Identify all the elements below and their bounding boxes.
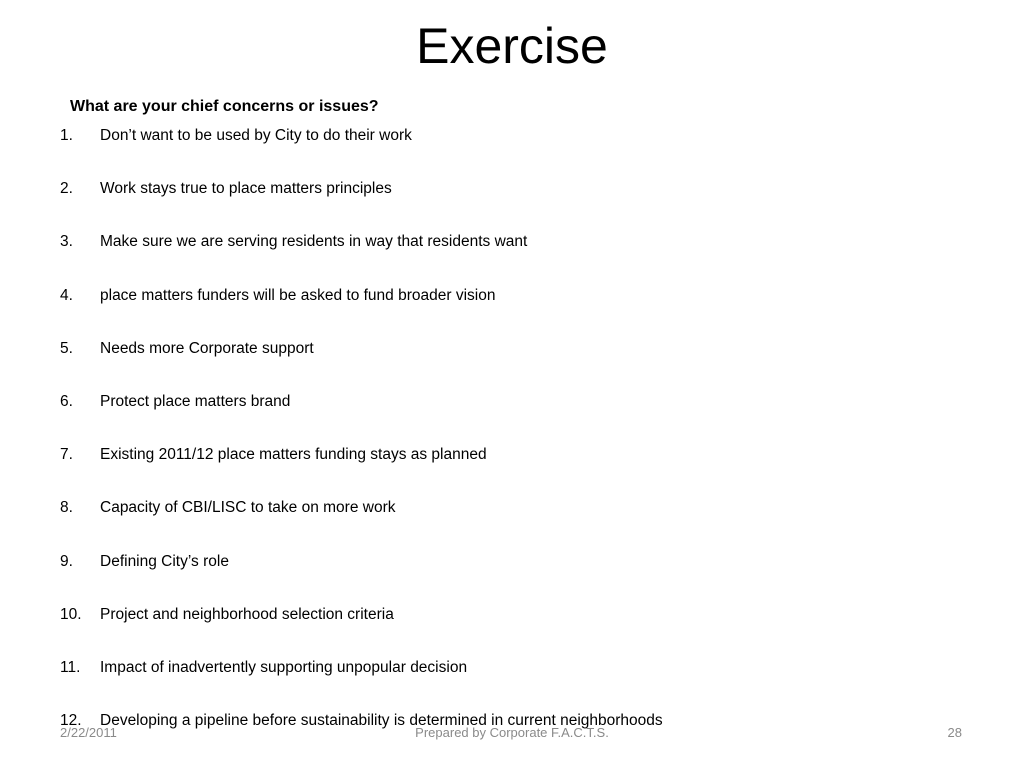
- list-item-number: 1.: [60, 127, 73, 144]
- list-item-text: Project and neighborhood selection criteria: [100, 605, 394, 623]
- list-item-number: 11.: [60, 658, 81, 676]
- list-item-text: Capacity of CBI/LISC to take on more work: [100, 499, 396, 517]
- list-item-text: Existing 2011/12 place matters funding stays as planned: [100, 446, 487, 464]
- footer-center-text: Prepared by Corporate F.A.C.T.S.: [415, 725, 609, 740]
- list-item-text: Defining City’s role: [100, 552, 229, 570]
- list-item: [60, 390, 980, 443]
- list-item: [60, 177, 980, 230]
- list-item: [60, 284, 980, 337]
- list-item-number: 12.: [60, 712, 82, 730]
- footer-page-number: 28: [947, 725, 962, 740]
- list-item-text: Make sure we are serving residents in way that residents want: [100, 233, 528, 251]
- list-item-number: 5.: [60, 339, 73, 357]
- concerns-list: [60, 124, 980, 762]
- list-item: [60, 496, 980, 549]
- list-item: [60, 124, 980, 177]
- list-item-number: 10.: [60, 605, 82, 623]
- list-item-number: 3.: [60, 233, 73, 251]
- list-item-text: Developing a pipeline before sustainability is determined in current neighborhoods: [100, 712, 663, 730]
- list-item-text: Impact of inadvertently supporting unpopular decision: [100, 658, 468, 676]
- list-item-number: 9.: [60, 552, 73, 570]
- list-item-text: Protect place matters brand: [100, 392, 291, 410]
- list-item-text: Don’t want to be used by City to do their work: [100, 127, 412, 144]
- footer-date: 2/22/2011: [60, 725, 117, 740]
- slide-title: Exercise: [416, 18, 608, 74]
- list-item: [60, 337, 980, 390]
- slide-subtitle: What are your chief concerns or issues?: [70, 98, 379, 115]
- list-item-number: 6.: [60, 392, 73, 410]
- list-item-number: 4.: [60, 286, 73, 304]
- list-item-text: Needs more Corporate support: [100, 339, 314, 357]
- list-item-number: 7.: [60, 446, 73, 464]
- list-item-text: Work stays true to place matters principles: [100, 180, 392, 198]
- list-item-number: 2.: [60, 180, 73, 198]
- list-item: [60, 443, 980, 496]
- list-item: [60, 230, 980, 283]
- list-item: [60, 550, 980, 603]
- list-item: [60, 603, 980, 656]
- list-item-number: 8.: [60, 499, 73, 517]
- list-item: [60, 656, 980, 709]
- list-item-text: place matters funders will be asked to fund broader vision: [100, 286, 496, 304]
